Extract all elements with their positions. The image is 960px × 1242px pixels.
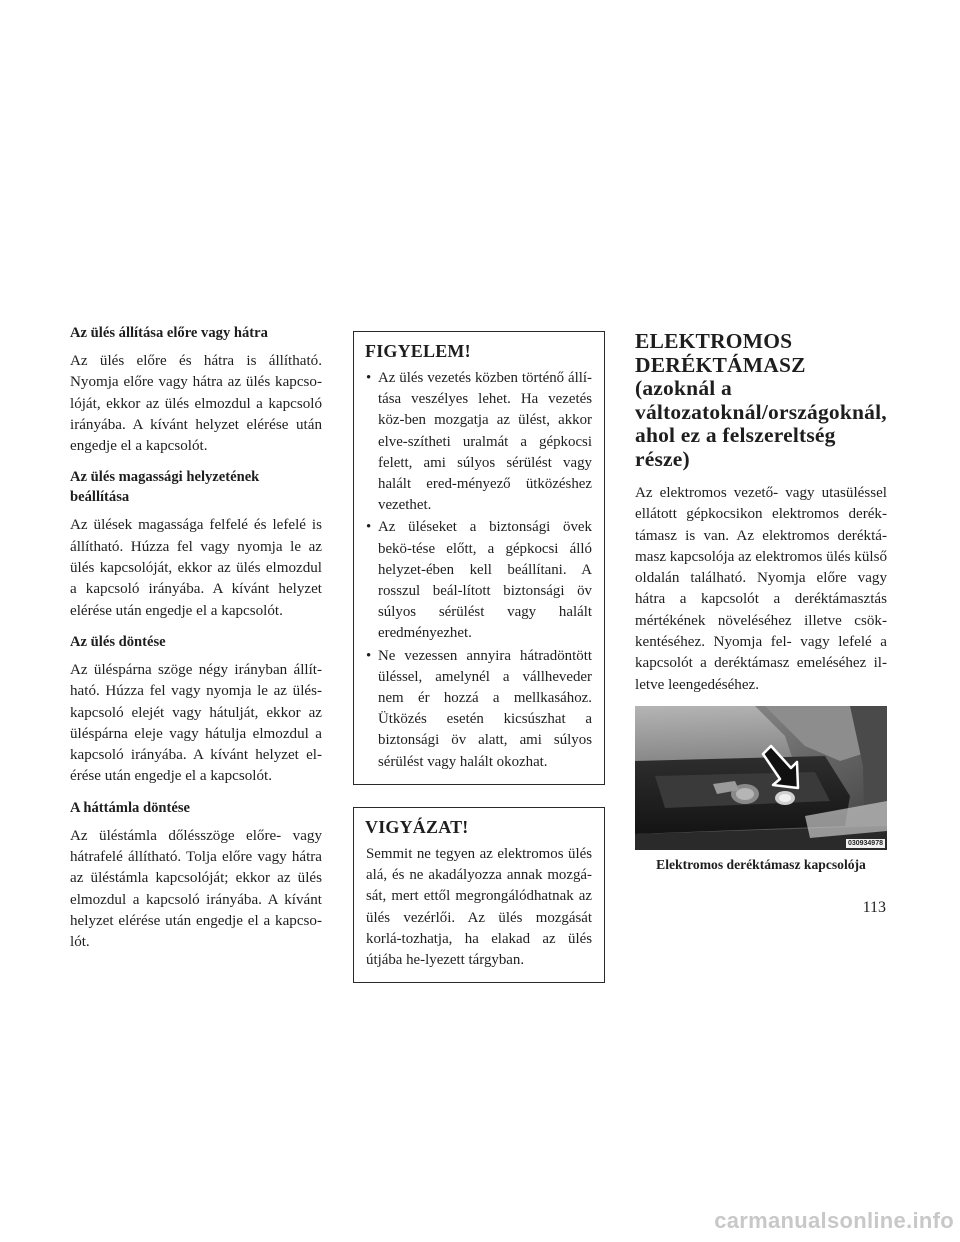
right-column xyxy=(635,324,887,874)
left-column xyxy=(70,323,322,964)
seat-switch-illustration xyxy=(635,706,887,850)
section-text: Az üléstámla dőlésszöge előre- vagy hátrafelé állítható. Tolja előre vagy hátra az üléstámla kapcsolóját; ekkor az ülés elmozdul a kapcsoló irányába. A kívánt helyzet elérése után engedje el a kapcso-lót. xyxy=(70,827,322,951)
section-heading: A háttámla döntése xyxy=(70,799,190,816)
warning-item: • Ne vezessen annyira hátradöntött üléssel, amelynél a vállheveder nem ér hozzá a mellkasához. Ütközés esetén kicsúszhat a biztonsági öv alatt, ami súlyos sérülést vagy halált okozhat. xyxy=(366,646,592,773)
section-text: Az üléspárna szöge négy irányban állít-ható. Húzza fel vagy nyomja le az ülés-kapcsoló elejét vagy hátulját, ekkor az üléspárna eleje vagy hátulja elmozdul a kapcsoló irányába. A kívánt helyzet el-érése után engedje el a kapcsolót. xyxy=(70,661,322,785)
section-text: Az ülések magassága felfelé és lefelé is állítható. Húzza fel vagy nyomja le az ülés kapcsolóját, ekkor az ülés elmozdul a kapcsoló irányába. A kívánt helyzet elérése után engedje el a kapcsolót. xyxy=(70,517,322,619)
middle-column xyxy=(353,331,605,1005)
warning-item: • Az ülés vezetés közben történő állí-tása veszélyes lehet. Ha vezetés köz-ben mozgatja az ülést, akkor elve-szítheti uralmát a gépkocsi felett, ami súlyos sérülést vagy halált ered-ményező ütközéshez vezethet. xyxy=(366,368,592,516)
warning-box xyxy=(353,331,605,785)
caution-text: Semmit ne tegyen az elektromos ülés alá, és ne akadályozza annak mozgá-sát, mert ettől megrongálódhatnak az ülés vezérlői. Az ülés mozgását korlá-tozhatja, ha elakad az ülés útjába he-lyezett tárgyban. xyxy=(366,845,592,969)
section-text: Az elektromos vezető- vagy utasüléssel ellátott gépkocsikon elektromos derék-támasz is van. Az elektromos deréktá-masz kapcsolója az elektromos ülés külső oldalán található. Nyomja előre vagy hátra a kapcsolót a deréktámasztás mértékének növeléséhez illetve csök-kentéséhez. Nyomja fel- vagy lefelé a kapcsolót a deréktámasz emeléséhez il-letve leengedéséhez. xyxy=(635,485,887,693)
section-heading: Az ülés döntése xyxy=(70,633,166,650)
warning-item: • Az üléseket a biztonsági övek bekö-tése előtt, a gépkocsi álló helyzet-ében kell beállítani. A rosszul beál-lított biztonsági öv súlyos sérülést vagy halált eredményezhet. xyxy=(366,517,592,644)
warning-title: FIGYELEM! xyxy=(365,341,471,361)
caution-title: VIGYÁZAT! xyxy=(365,816,469,837)
section-heading: Az ülés állítása előre vagy hátra xyxy=(70,325,268,341)
watermark: carmanualsonline.info xyxy=(714,1208,954,1233)
caution-box xyxy=(353,807,605,983)
page-number: 113 xyxy=(862,899,886,916)
seat-switch-photo xyxy=(635,706,887,850)
section-heading: Az ülés magassági helyzetének beállítása xyxy=(70,469,260,506)
warning-list xyxy=(366,368,592,773)
image-code: 030934978 xyxy=(847,839,883,847)
section-text: Az ülés előre és hátra is állítható. Nyomja előre vagy hátra az ülés kapcso-lóját, ekkor az ülés elmozdul a kapcsoló irányába. A kívánt helyzet elérése után engedje el a kapcsolót. xyxy=(70,353,322,455)
image-caption: Elektromos deréktámasz kapcsolója xyxy=(656,856,866,872)
section-title: ELEKTROMOS DERÉKTÁMASZ (azoknál a változatoknál/országoknál, ahol ez a felszereltség része) xyxy=(635,329,887,471)
